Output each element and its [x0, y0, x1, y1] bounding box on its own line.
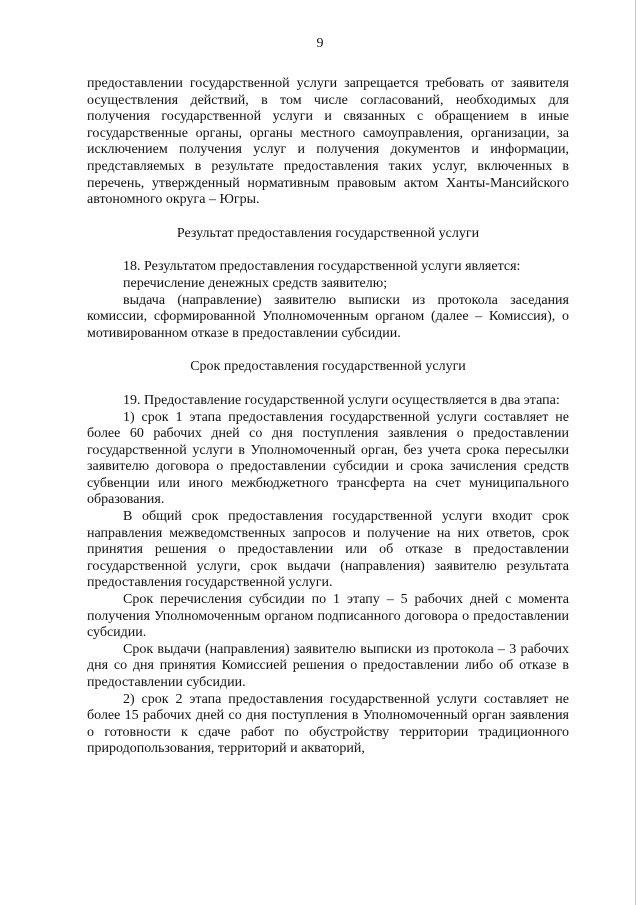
paragraph-19-stage-1: 1) срок 1 этапа предоставления государственной услуги составляет не более 60 рабочих дней со дня поступления заявления о предоставлении государственной услуги в Уполномоченный орган, без учета срока пересылки заявителю договора о предоставлении субсидии и срока зачисления средств субвенции или иного межбюджетного трансферта на счет муниципального образования. [87, 409, 569, 508]
paragraph-18-item-b: выдача (направление) заявителю выписки из протокола заседания комиссии, сформированной Уполномоченным органом (далее – Комиссия), о мотивированном отказе в предоставлении субсидии. [87, 292, 569, 341]
paragraph-19-transfer-term: Срок перечисления субсидии по 1 этапу – 5 рабочих дней с момента получения Уполномоченным органом подписанного договора о предоставлении субсидии. [87, 592, 569, 641]
section-heading-result: Результат предоставления государственной услуги [176, 225, 480, 241]
paragraph-19-general-term: В общий срок предоставления государственной услуги входит срок направления межведомственных запросов и получение на них ответов, срок принятия решения о предоставлении или об отказе в предоставлении государственной услуги, срок выдачи (направления) заявителю результата предоставления государственной услуги. [87, 509, 569, 591]
paragraph-19: 19. Предоставление государственной услуги осуществляется в два этапа: [123, 392, 560, 408]
paragraph-18-item-a: перечисление денежных средств заявителю; [123, 275, 388, 291]
paragraph-18: 18. Результатом предоставления государственной услуги является: [123, 259, 521, 275]
document-body [87, 76, 569, 758]
paragraph-19-issue-term: Срок выдачи (направления) заявителю выписки из протокола – 3 рабочих дня со дня принятия Комиссией решения о предоставлении либо об отказе в предоставлении субсидии. [87, 641, 569, 690]
section-heading-term: Срок предоставления государственной услуги [190, 359, 466, 375]
page-edge [635, 0, 636, 905]
page-number: 9 [316, 36, 324, 51]
paragraph-19-stage-2: 2) срок 2 этапа предоставления государственной услуги составляет не более 15 рабочих дней со дня поступления в Уполномоченный орган заявления о готовности к сдаче работ по обустройству территории традиционного природопользования, территорий и акваторий, [87, 691, 569, 757]
paragraph-continuation: предоставлении государственной услуги запрещается требовать от заявителя осуществления действий, в том числе согласований, необходимых для получения государственной услуги и связанных с обращением в иные государственные органы, органы местного самоуправления, организации, за исключением получения услуг и получения документов и информации, представляемых в результате предоставления таких услуг, включенных в перечень, утвержденный нормативным правовым актом Ханты-Мансийского автономного округа – Югры. [87, 76, 569, 208]
